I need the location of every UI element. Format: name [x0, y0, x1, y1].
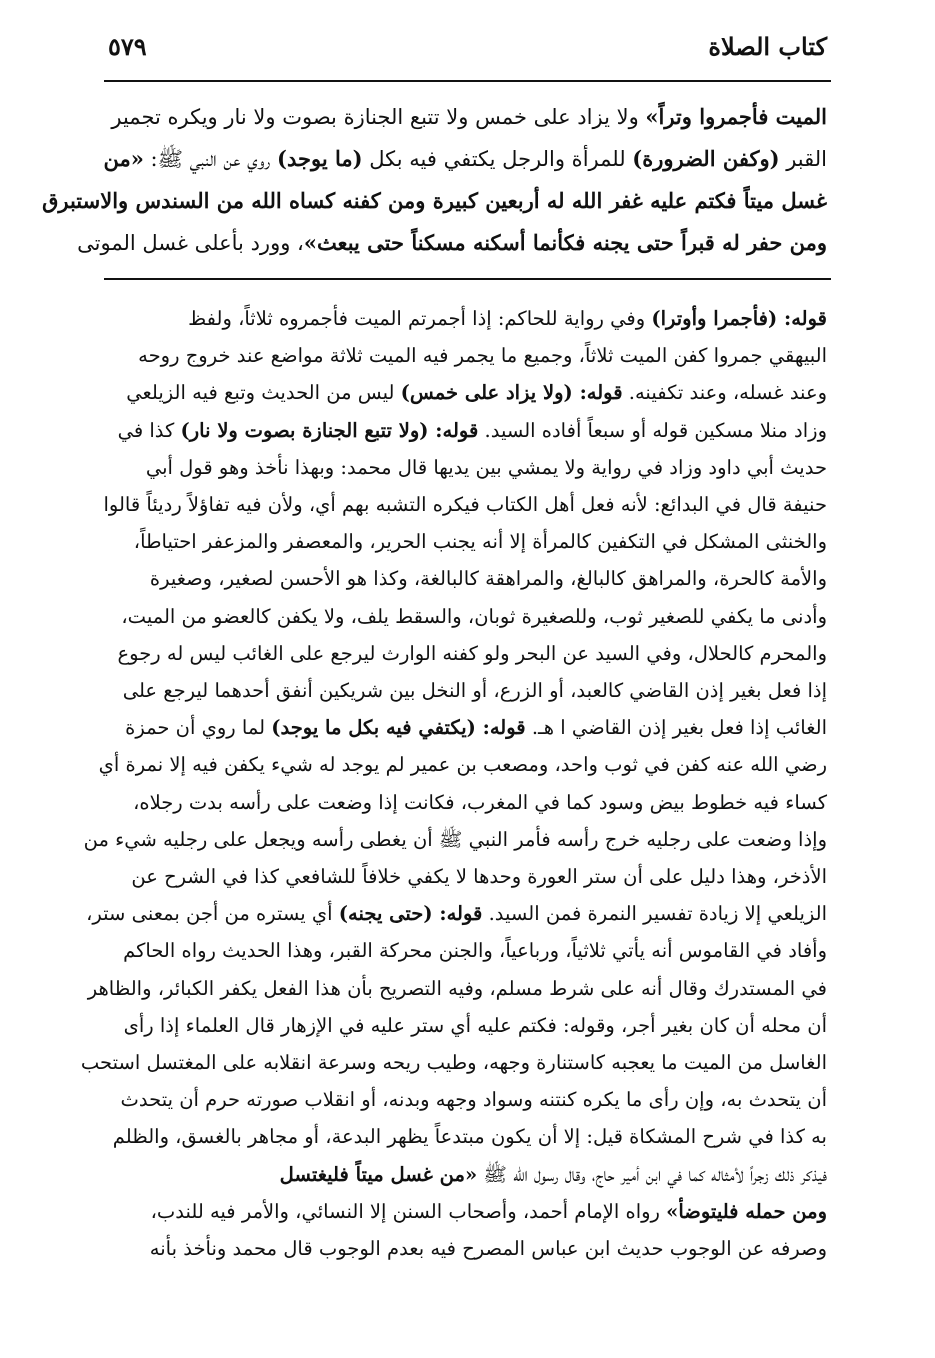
commentary-line [108, 635, 827, 672]
main-text-bold-segment: ومن حفر له قبراً حتى يجنه فكأنما أسكنه مسكناً حتى يبعث» [303, 230, 827, 255]
commentary-text-segment: لما روي أن حمزة [125, 716, 272, 740]
commentary-bold-segment: قوله: (ولا يزاد على خمس) [400, 381, 623, 405]
header-divider [104, 80, 831, 82]
commentary-bold-segment: ومن حمله فليتوضأ» [666, 1199, 827, 1223]
commentary-line [108, 560, 827, 597]
commentary-line [108, 1156, 827, 1193]
commentary-line [108, 1230, 827, 1267]
commentary-text-segment: حديث أبي داود وزاد في رواية ولا يمشي بين يديها قال محمد: وبهذا نأخذ وهو قول أبي [145, 455, 827, 479]
commentary-bold-segment: قوله: (ولا تتبع الجنازة بصوت ولا نار) [180, 418, 479, 442]
commentary-text-segment: رواه الإمام أحمد، وأصحاب السنن إلا النسائي، والأمر فيه للندب، [150, 1199, 667, 1223]
commentary-text-segment: الأذخر، وهذا دليل على أن ستر العورة وحدها لا يكفي خلافاً للشافعي كذا في الشرح عن [131, 865, 827, 889]
commentary-line [108, 1118, 827, 1155]
commentary-line [108, 672, 827, 709]
commentary-line [108, 709, 827, 746]
commentary-line [108, 412, 827, 449]
commentary-line [103, 486, 827, 523]
main-text-bold-segment: «من [103, 146, 144, 171]
commentary-line [108, 598, 827, 635]
commentary-bold-segment: قوله: (فأجمرا وأوترا) [651, 307, 827, 330]
commentary-text-segment: أن يتحدث به، وإن رأى ما يكره كنتنه وسواد وجهه وبدنه، أو انقلاب صورته حرم أن يتحدث [120, 1088, 827, 1112]
commentary-text-segment: وعند غسله، وعند تكفينه. [622, 381, 827, 405]
commentary-text-segment: إذا فعل بغير إذن القاضي كالعبد، أو الزرع، أو النخل بين شريكين أنفق أحدهما ليرجع على [122, 679, 827, 703]
commentary-text-segment: فيذكر ذلك زجراً لأمثاله كما في ابن أمير حاج، وقال رسول الله ﷺ [477, 1162, 827, 1186]
commentary-text-segment: وأدنى ما يكفي للصغير ثوب، وللصغيرة ثوبان، والسقط يلف، ولا يكفن كالعضو من الميت، [121, 604, 827, 628]
main-text-bold-segment: (ما يوجد) [277, 146, 363, 171]
commentary-text-segment: ليس من الحديث وتبع فيه الزيلعي [126, 381, 401, 405]
commentary-text-segment: وزاد منلا مسكين قوله أو سبعاً أفاده السيد. [478, 418, 827, 442]
commentary-line [108, 784, 827, 821]
commentary-bold-segment: قوله: (يكتفي فيه بكل ما يوجد) [271, 716, 526, 740]
commentary-text-segment: رضي الله عنه كفن في ثوب واحد، ومصعب بن عمير لم يوجد له شيء يكفن فيه إلا نمرة أي [98, 753, 827, 777]
commentary-line [108, 337, 827, 374]
main-text-bold-segment: غسل ميتاً فكتم عليه غفر الله له أربعين كبيرة ومن كفنه كساه الله من السندس والاستبرق [42, 188, 827, 213]
main-text-line [77, 222, 827, 264]
main-text-line [42, 180, 827, 222]
main-text-bold-segment: (وكفن الضرورة) [632, 146, 780, 171]
commentary-text-segment: به كذا في شرح المشكاة قيل: إلا أن يكون مبتدعاً يظهر البدعة، أو مجاهر بالغسق، والظلم [112, 1125, 827, 1149]
main-text-text-segment: ولا يزاد على خمس ولا تتبع الجنازة بصوت ولا نار ويكره تجمير [111, 105, 646, 129]
commentary-bold-segment: قوله: (حتى يجنه) [338, 902, 483, 926]
commentary-text-segment: وصرفه عن الوجوب حديث ابن عباس المصرح فيه بعدم الوجوب قال محمد ونأخذ بأنه [149, 1237, 827, 1261]
commentary-line [83, 821, 827, 858]
commentary-line [108, 374, 827, 411]
main-text-text-segment: ، وورد بأعلى غسل الموتى [77, 231, 304, 255]
commentary-line [98, 746, 827, 783]
commentary-bold-segment: «من غسل ميتاً فليغتسل [279, 1162, 478, 1186]
commentary-text-segment: في المستدرك وقال أنه على شرط مسلم، وفيه التصريح بأن هذا الفعل يكفر الكبائر، والظاهر [87, 976, 827, 1000]
commentary-text-segment: كذا في [117, 418, 181, 442]
main-text-text-segment: القبر [779, 147, 827, 171]
commentary-line [80, 1044, 827, 1081]
main-text-divider [104, 278, 831, 280]
commentary-line [108, 523, 827, 560]
running-header [108, 28, 827, 68]
commentary-text [80, 300, 827, 1267]
commentary-text-segment: الغاسل من الميت ما يعجبه كاستنارة وجهه، وطيب ريحه وسرعة انقلابه على المغتسل استحب [80, 1051, 827, 1075]
commentary-text-segment: كساء فيه خطوط بيض وسود كما في المغرب، فكانت إذا وضعت على رأسه بدت رجلاه، [133, 790, 827, 814]
commentary-text-segment: وفي رواية للحاكم: إذا أجمرتم الميت فأجمروه ثلاثاً، ولفظ [188, 307, 652, 330]
main-text [42, 96, 827, 264]
commentary-line [86, 895, 827, 932]
commentary-text-segment: الزيلعي إلا زيادة تفسير النمرة فمن السيد. [482, 902, 827, 926]
main-text-text-segment: للمرأة والرجل يكتفي فيه بكل [362, 147, 633, 171]
commentary-text-segment: وإذا وضعت على رجليه خرج رأسه فأمر النبي ﷺ أن يغطى رأسه ويجعل على رجليه شيء من [83, 827, 827, 851]
commentary-line [108, 1193, 827, 1230]
commentary-text-segment: وأفاد في القاموس أنه يأتي ثلاثياً، ورباعياً، والجنن محركة القبر، وهذا الحديث رواه الحاكم [123, 939, 827, 963]
main-text-line [103, 138, 827, 180]
chapter-title: كتاب الصلاة [708, 32, 827, 61]
main-text-bold-segment: الميت فأجمروا وتراً» [645, 104, 827, 129]
commentary-line [108, 1081, 827, 1118]
commentary-line [108, 300, 827, 337]
commentary-text-segment: الغائب إذا فعل بغير إذن القاضي ا هـ. [525, 716, 827, 740]
commentary-text-segment: والخنثى المشكل في التكفين كالمرأة إلا أنه يجنب الحرير، والمعصفر والمزعفر احتياطاً، [133, 530, 827, 554]
commentary-text-segment: والمحرم كالحلال، وفي السيد عن البحر ولو كفنه الوارث ليرجع على الغائب ليس له رجوع [117, 641, 827, 665]
commentary-line [108, 932, 827, 969]
main-text-text-segment: روي عن النبي ﷺ: [143, 147, 278, 171]
commentary-line [108, 858, 827, 895]
commentary-line [87, 970, 827, 1007]
commentary-text-segment: حنيفة قال في البدائع: لأنه فعل أهل الكتاب فيكره التشبه بهم أي، ولأن فيه تفاؤلاً رديئاً قالوا [103, 493, 827, 517]
commentary-text-segment: أي يستره من أجن بمعنى ستر، [86, 902, 339, 926]
commentary-line [108, 449, 827, 486]
main-text-line [108, 96, 827, 138]
page-number: ٥٧٩ [108, 32, 147, 61]
commentary-text-segment: أن محله أن كان بغير أجر، وقوله: فكتم عليه أي ستر عليه في الإزهار قال العلماء إذا رأى [123, 1013, 827, 1037]
commentary-text-segment: والأمة كالحرة، والمراهق كالبالغ، والمراهقة كالبالغة، وكذا هو الأحسن لصغير، وصغيرة [149, 567, 827, 591]
commentary-line [108, 1007, 827, 1044]
commentary-text-segment: البيهقي جمروا كفن الميت ثلاثاً، وجميع ما يجمر فيه الميت ثلاثة مواضع عند خروج روحه [138, 344, 827, 368]
